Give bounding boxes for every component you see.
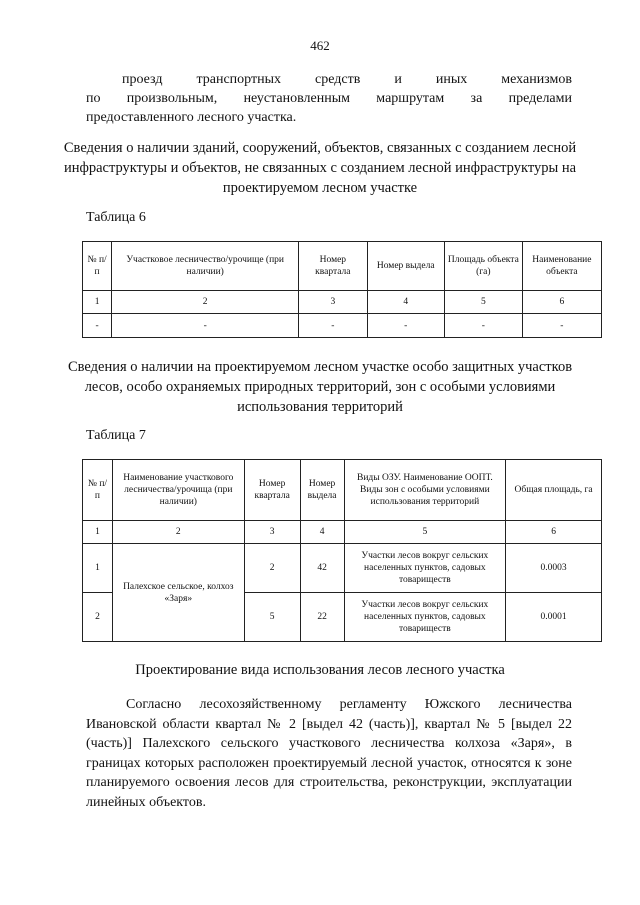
- table6-cell: -: [522, 314, 601, 338]
- table6-header: № п/п: [83, 242, 112, 291]
- page-number: 462: [310, 38, 330, 53]
- table7-vydel: 22: [300, 593, 344, 642]
- table7-number-row: [83, 521, 602, 544]
- table7-vydel: 42: [300, 544, 344, 593]
- table7-header: Общая площадь, га: [506, 460, 602, 521]
- table7-header-row: [83, 460, 602, 521]
- table6-col-number: 4: [367, 291, 444, 314]
- table6-header: Участковое лесничество/урочище (при наличии): [112, 242, 299, 291]
- table7-col-number: 3: [244, 521, 300, 544]
- table6-cell: -: [112, 314, 299, 338]
- table7-col-number: 2: [112, 521, 244, 544]
- table7-kvartal: 2: [244, 544, 300, 593]
- table7-col-number: 5: [344, 521, 506, 544]
- table6-cell: -: [444, 314, 522, 338]
- intro-line-1: проезд транспортных средств и иных механизмов: [122, 72, 572, 87]
- table7-header: Номер квартала: [244, 460, 300, 521]
- table7: [82, 459, 602, 642]
- table6-col-number: 6: [522, 291, 601, 314]
- table6-header: Наименование объекта: [522, 242, 601, 291]
- table-row: [83, 544, 602, 593]
- table7-col-number: 6: [506, 521, 602, 544]
- section-heading-forest-use: Проектирование вида использования лесов лесного участка: [135, 662, 505, 678]
- table7-header: Наименование участкового лесничества/урочища (при наличии): [112, 460, 244, 521]
- table6-col-number: 1: [83, 291, 112, 314]
- table7-header: Номер выдела: [300, 460, 344, 521]
- table6-col-number: 5: [444, 291, 522, 314]
- intro-line-3: предоставленного лесного участка.: [86, 110, 297, 125]
- table6-col-number: 2: [112, 291, 299, 314]
- table6-col-number: 3: [299, 291, 367, 314]
- table6-cell: -: [83, 314, 112, 338]
- table7-area: 0.0001: [506, 593, 602, 642]
- table7-header: № п/п: [83, 460, 113, 521]
- table6-cell: -: [299, 314, 367, 338]
- table7-forestry-cell: Палехское сельское, колхоз «Заря»: [112, 544, 244, 642]
- table7-col-number: 1: [83, 521, 113, 544]
- table6-header: Площадь объекта (га): [444, 242, 522, 291]
- table6: [82, 241, 602, 338]
- table7-col-number: 4: [300, 521, 344, 544]
- table7-row-number: 1: [83, 544, 113, 593]
- table7-area: 0.0003: [506, 544, 602, 593]
- table6-number-row: [83, 291, 602, 314]
- table6-header: Номер выдела: [367, 242, 444, 291]
- table7-caption: Таблица 7: [86, 428, 146, 443]
- conclusion-paragraph: Согласно лесохозяйственному регламенту Южского лесничества Ивановской области квартал № 2 [выдел 42 (часть)], квартал № 5 [выдел 22 (часть)] Палехского сельского участкового лесничества колхоза «Заря», в границах которых расположен проектируемый лесной участок, относятся к зоне планируемого освоения лесов для строительства, реконструкции, эксплуатации линейных объектов.: [86, 697, 572, 810]
- table7-header: Виды ОЗУ. Наименование ООПТ. Виды зон с особыми условиями использования территорий: [344, 460, 506, 521]
- table-row: [83, 314, 602, 338]
- table6-caption: Таблица 6: [86, 210, 146, 225]
- table7-zone-type: Участки лесов вокруг сельских населенных пунктов, садовых товариществ: [344, 593, 506, 642]
- section-heading-infrastructure: Сведения о наличии зданий, сооружений, объектов, связанных с созданием лесной инфраструктуры и объектов, не связанных с созданием лесной инфраструктуры на проектируемом лесном участке: [63, 140, 577, 196]
- table6-header: Номер квартала: [299, 242, 367, 291]
- intro-line-2: по произвольным, неустановленным маршрутам за пределами: [86, 91, 572, 106]
- table6-cell: -: [367, 314, 444, 338]
- table7-row-number: 2: [83, 593, 113, 642]
- table7-zone-type: Участки лесов вокруг сельских населенных пунктов, садовых товариществ: [344, 544, 506, 593]
- table6-header-row: [83, 242, 602, 291]
- table7-kvartal: 5: [244, 593, 300, 642]
- section-heading-protected-areas: Сведения о наличии на проектируемом лесном участке особо защитных участков лесов, особо охраняемых природных территорий, зон с особыми условиями использования территорий: [67, 359, 573, 415]
